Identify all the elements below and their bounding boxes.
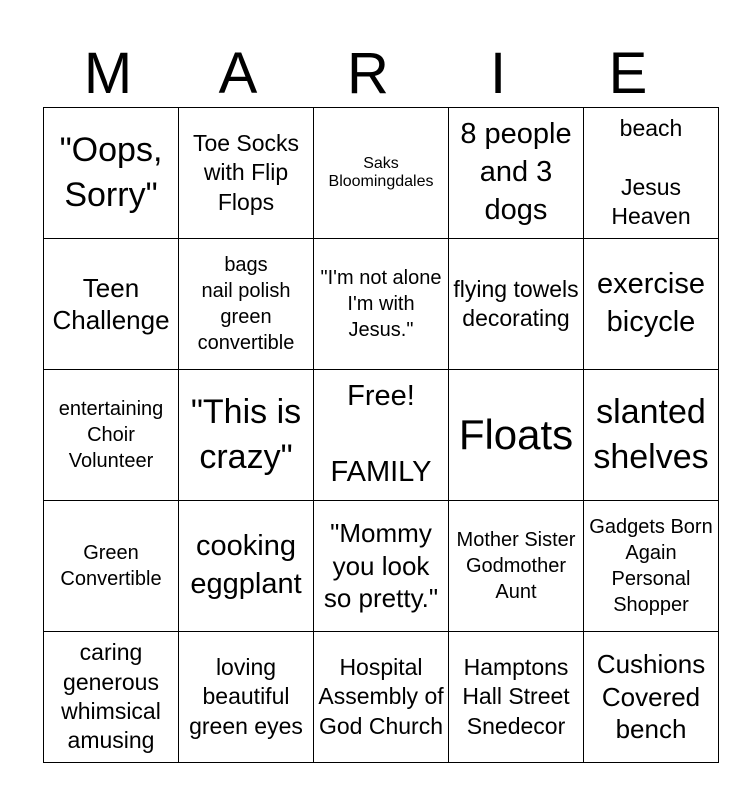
header-letter-m: M — [83, 41, 133, 106]
header-letter-a: A — [218, 41, 258, 106]
bingo-cell[interactable]: caring generous whimsical amusing — [44, 632, 179, 763]
bingo-cell[interactable]: "This is crazy" — [179, 370, 314, 501]
grid-row — [44, 108, 719, 239]
grid-row — [44, 239, 719, 370]
bingo-cell[interactable]: "Oops, Sorry" — [44, 108, 179, 239]
bingo-cell[interactable]: exercise bicycle — [584, 239, 719, 370]
header-letter-e: E — [608, 41, 648, 106]
bingo-cell[interactable]: Gadgets Born Again Personal Shopper — [584, 501, 719, 632]
bingo-cell[interactable]: Saks Bloomingdales — [314, 108, 449, 239]
grid-row — [44, 632, 719, 763]
bingo-cell[interactable]: Hospital Assembly of God Church — [314, 632, 449, 763]
bingo-cell[interactable]: slanted shelves — [584, 370, 719, 501]
free-space-cell[interactable]: Free! FAMILY — [314, 370, 449, 501]
bingo-header — [43, 40, 693, 108]
bingo-cell[interactable]: 8 people and 3 dogs — [449, 108, 584, 239]
header-letter-r: R — [347, 41, 389, 106]
bingo-cell[interactable]: cooking eggplant — [179, 501, 314, 632]
bingo-cell[interactable]: Toe Socks with Flip Flops — [179, 108, 314, 239]
bingo-cell[interactable]: Green Convertible — [44, 501, 179, 632]
header-letter-i: I — [489, 41, 507, 106]
bingo-cell[interactable]: Teen Challenge — [44, 239, 179, 370]
bingo-cell[interactable]: Mother Sister Godmother Aunt — [449, 501, 584, 632]
bingo-cell[interactable]: "I'm not alone I'm with Jesus." — [314, 239, 449, 370]
bingo-cell[interactable]: "Mommy you look so pretty." — [314, 501, 449, 632]
bingo-cell[interactable]: Hamptons Hall Street Snedecor — [449, 632, 584, 763]
bingo-cell[interactable]: loving beautiful green eyes — [179, 632, 314, 763]
grid-row — [44, 501, 719, 632]
bingo-cell[interactable]: entertaining Choir Volunteer — [44, 370, 179, 501]
bingo-cell[interactable]: bags nail polish green convertible — [179, 239, 314, 370]
bingo-cell[interactable]: flying towels decorating — [449, 239, 584, 370]
bingo-cell[interactable]: Cushions Covered bench — [584, 632, 719, 763]
bingo-grid — [43, 107, 719, 763]
bingo-cell[interactable]: Floats — [449, 370, 584, 501]
grid-row — [44, 370, 719, 501]
bingo-cell[interactable]: beach Jesus Heaven — [584, 108, 719, 239]
